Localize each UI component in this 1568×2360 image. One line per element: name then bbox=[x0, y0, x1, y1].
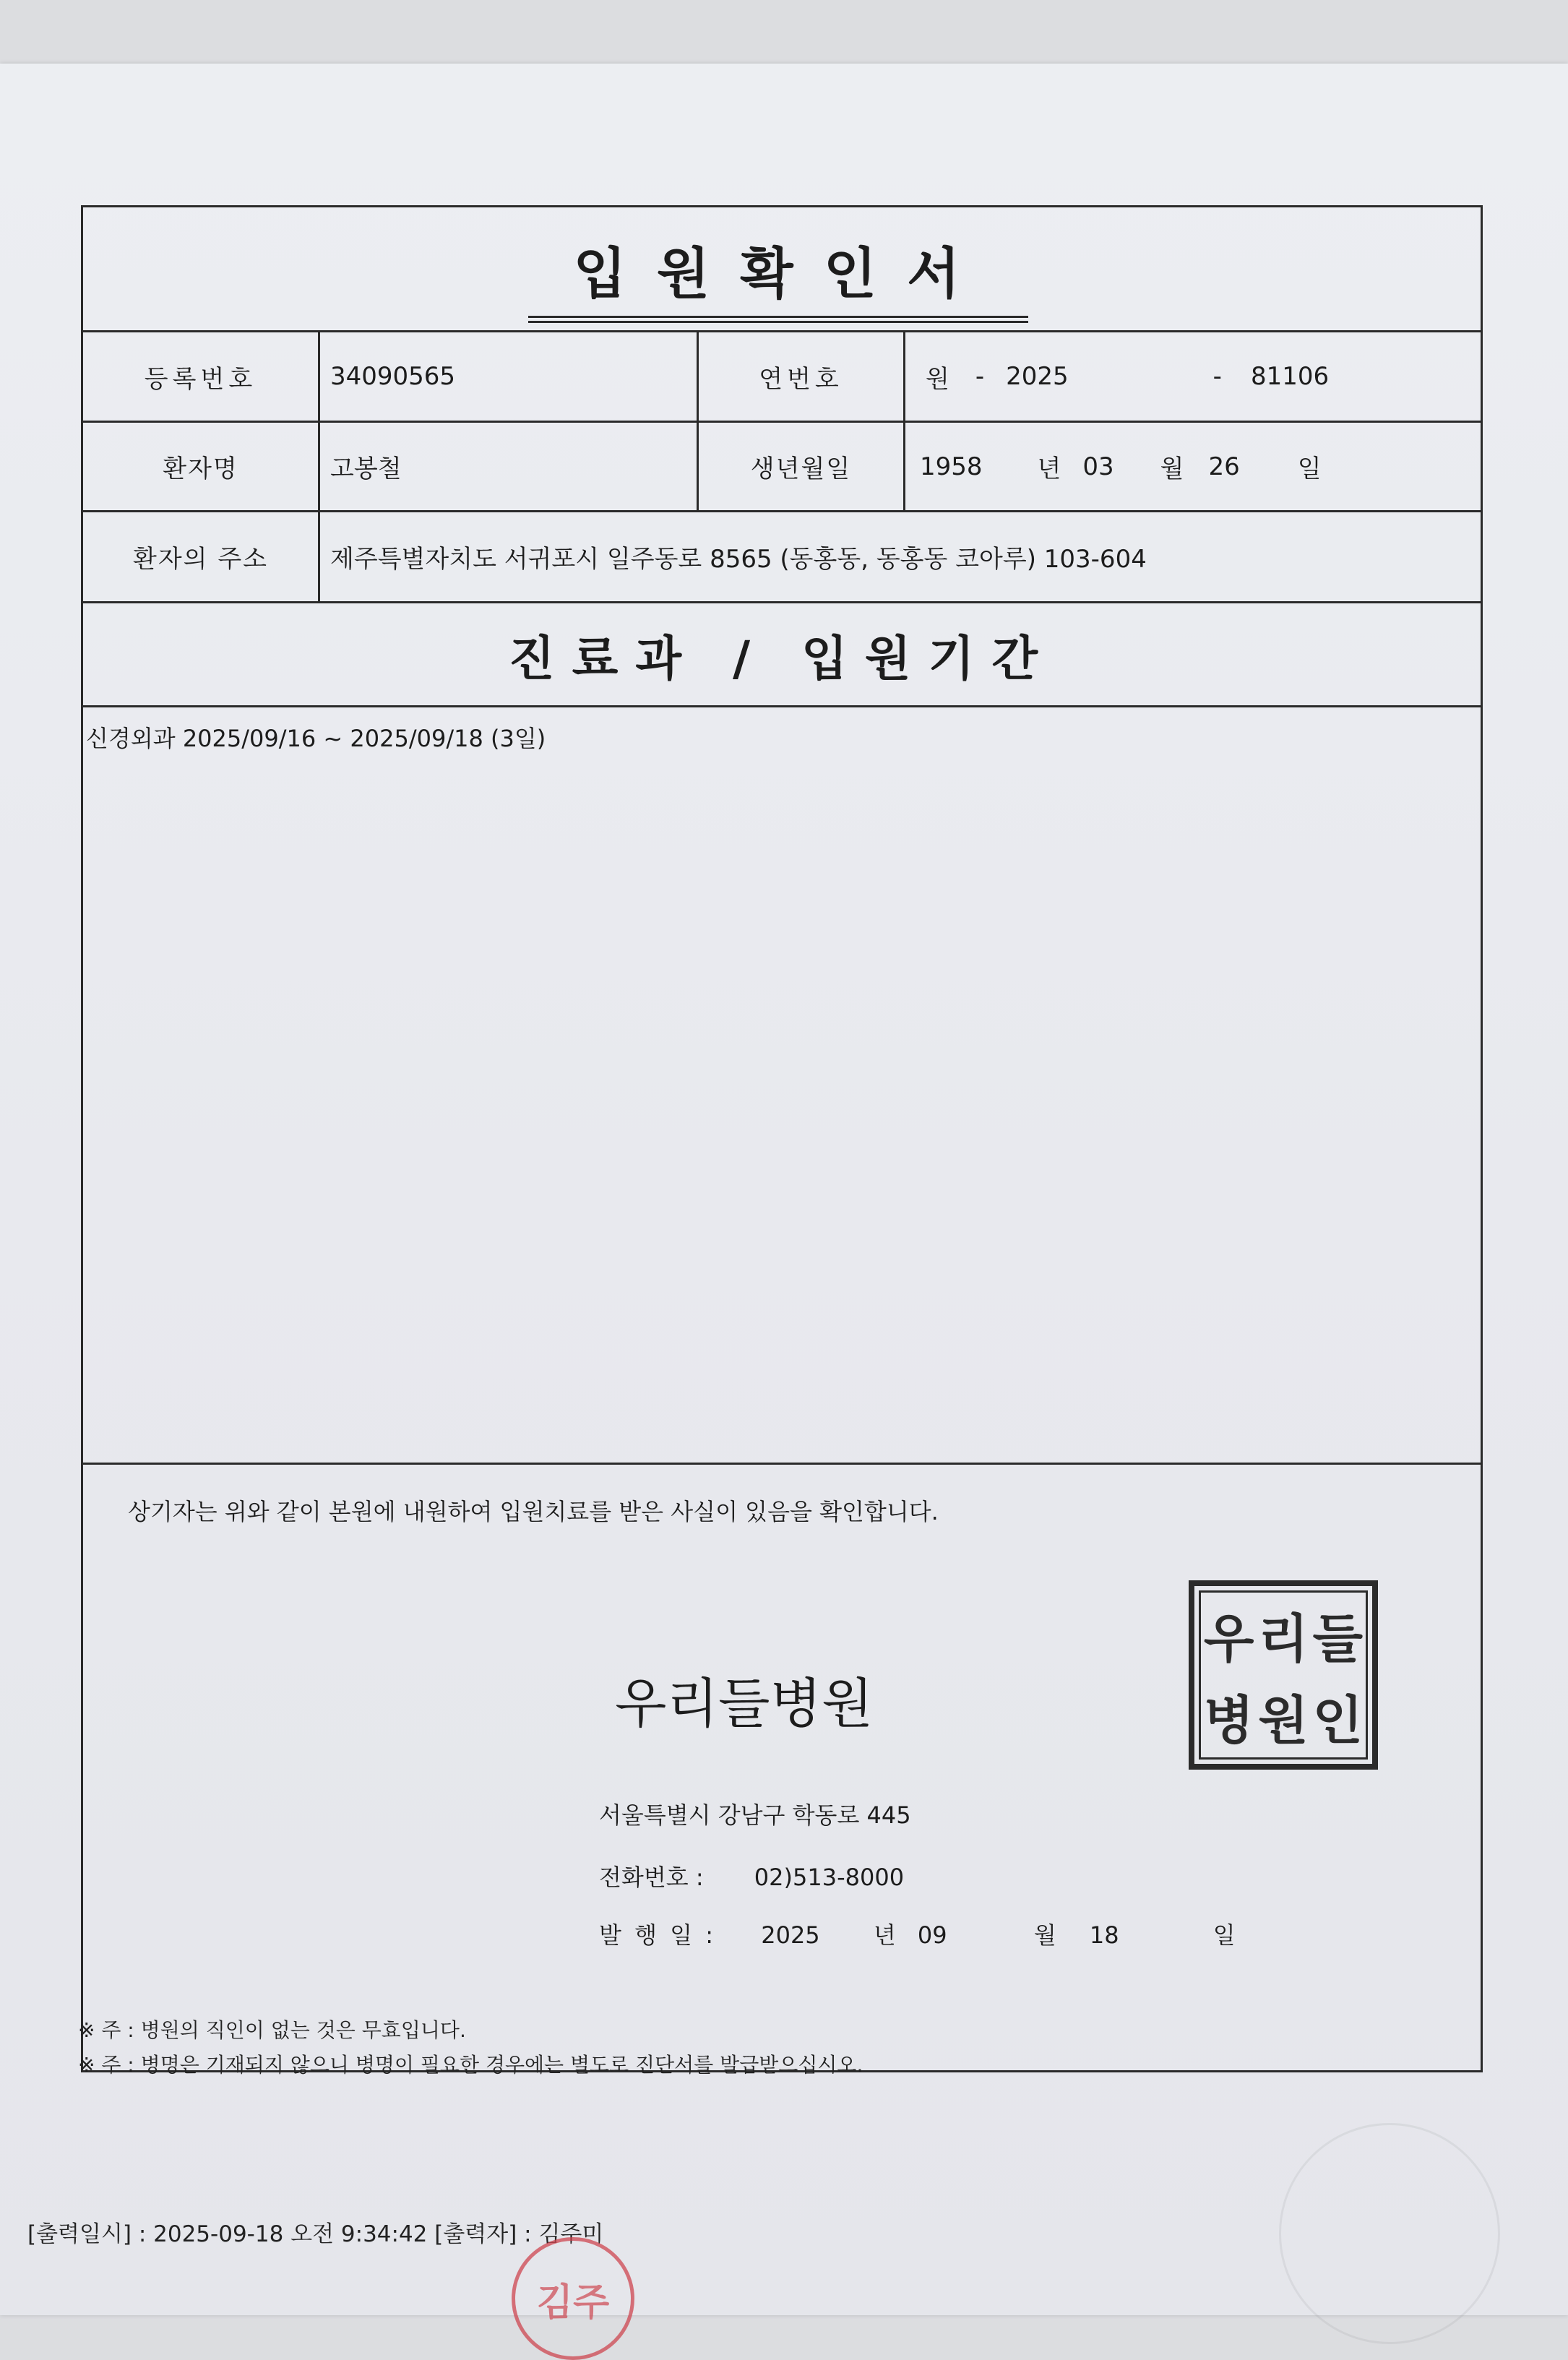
issue-label: 발 행 일 : bbox=[599, 1921, 717, 1949]
value-reg-no: 34090565 bbox=[320, 332, 699, 421]
faint-stamp-mark bbox=[1279, 2123, 1500, 2344]
hospital-phone-row bbox=[599, 1859, 904, 1892]
print-time: 2025-09-18 오전 9:34:42 bbox=[153, 2221, 428, 2247]
print-info bbox=[27, 2215, 603, 2248]
printer-label: [출력자] : bbox=[434, 2221, 532, 2247]
seal-char-6: 인 bbox=[1312, 1689, 1364, 1751]
issue-month: 09 bbox=[917, 1921, 947, 1949]
issue-day: 18 bbox=[1089, 1921, 1119, 1949]
row-registration bbox=[83, 330, 1481, 423]
row-address bbox=[83, 512, 1481, 603]
title-underline bbox=[528, 316, 1028, 323]
seal-char-3: 들 bbox=[1312, 1607, 1364, 1669]
issue-unit-year: 년 bbox=[873, 1921, 896, 1949]
row-patient bbox=[83, 423, 1481, 512]
serial-dash-1: - bbox=[975, 362, 985, 391]
label-birth: 생년월일 bbox=[699, 423, 905, 510]
birth-year: 1958 bbox=[920, 452, 983, 481]
phone-label: 전화번호 : bbox=[599, 1864, 704, 1891]
serial-number: 81106 bbox=[1250, 362, 1330, 391]
value-address: 제주특별자치도 서귀포시 일주동로 8565 (동홍동, 동홍동 코아루) 103-604 bbox=[330, 545, 1147, 574]
serial-dash-2: - bbox=[1212, 362, 1222, 391]
personal-seal: 김주 bbox=[512, 2237, 634, 2360]
birth-unit-month: 월 bbox=[1160, 455, 1184, 483]
admission-entry: 신경외과 2025/09/16 ~ 2025/09/18 (3일) bbox=[86, 725, 546, 752]
birth-unit-year: 년 bbox=[1037, 455, 1061, 483]
value-birth bbox=[905, 423, 1481, 510]
label-serial-no: 연번호 bbox=[699, 332, 905, 421]
label-patient-name: 환자명 bbox=[83, 423, 320, 510]
issue-unit-month: 월 bbox=[1033, 1921, 1056, 1949]
phone-number: 02)513-8000 bbox=[754, 1864, 905, 1891]
label-address: 환자의 주소 bbox=[83, 512, 320, 601]
document-paper bbox=[0, 64, 1568, 2325]
seal-char-1: 우 bbox=[1203, 1607, 1254, 1669]
hospital-address: 서울특별시 강남구 학동로 445 bbox=[599, 1801, 911, 1829]
label-reg-no: 등록번호 bbox=[83, 332, 320, 421]
value-serial-no bbox=[905, 332, 1481, 421]
print-label: [출력일시] : bbox=[27, 2221, 147, 2247]
note-diagnosis: ※ 주 : 병명은 기재되지 않으니 병명이 필요한 경우에는 별도로 진단서를 발급받으십시오. bbox=[78, 2053, 863, 2077]
confirmation-text: 상기자는 위와 같이 본원에 내원하여 입원치료를 받은 사실이 있음을 확인합니다. bbox=[128, 1498, 939, 1525]
printer-name: 김주미 bbox=[538, 2221, 604, 2247]
admission-form bbox=[81, 205, 1483, 2072]
birth-unit-day: 일 bbox=[1297, 455, 1322, 483]
issue-year: 2025 bbox=[761, 1921, 820, 1949]
hospital-seal bbox=[1189, 1580, 1378, 1770]
serial-prefix: 원 bbox=[926, 364, 949, 394]
hospital-name: 우리들병원 bbox=[615, 1673, 874, 1735]
section-header: 진료과 / 입원기간 bbox=[83, 603, 1481, 707]
admission-area bbox=[83, 707, 1481, 1465]
seal-char-2: 리 bbox=[1258, 1607, 1309, 1669]
seal-char-4: 병 bbox=[1203, 1689, 1254, 1751]
serial-year: 2025 bbox=[1006, 362, 1069, 391]
seal-char-5: 원 bbox=[1258, 1689, 1309, 1751]
birth-day: 26 bbox=[1208, 452, 1240, 481]
birth-month: 03 bbox=[1082, 452, 1114, 481]
value-patient-name: 고봉철 bbox=[320, 423, 699, 510]
note-seal: ※ 주 : 병원의 직인이 없는 것은 무효입니다. bbox=[78, 2018, 466, 2042]
issue-date-row bbox=[599, 1917, 1236, 1950]
document-title: 입원확인서 bbox=[573, 241, 991, 306]
issue-unit-day: 일 bbox=[1212, 1921, 1236, 1949]
